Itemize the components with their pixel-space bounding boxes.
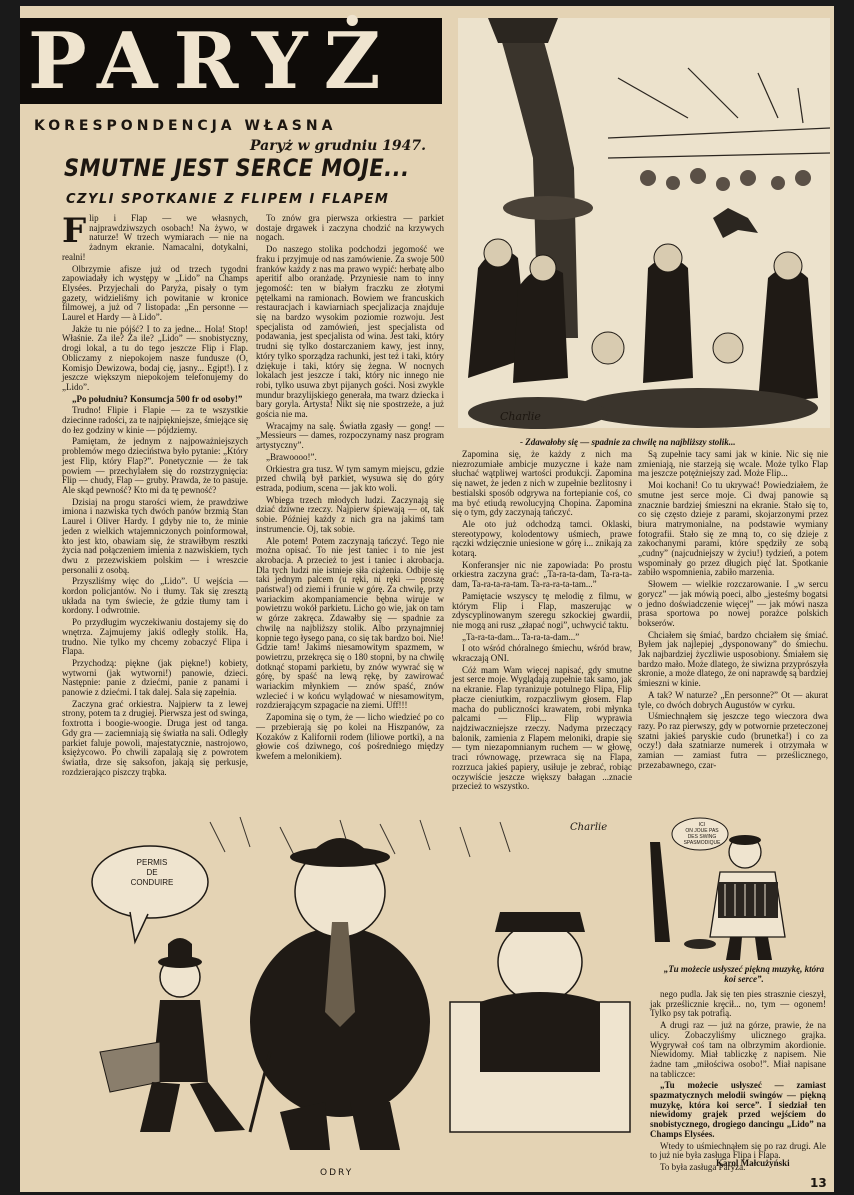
article-column-3 (452, 450, 632, 806)
article-paragraph: Jakże tu nie pójść? I to za jedne... Hola! Stop! Właśnie. Za ile? Za ile? „Lido” — snobistyczny, drogi lokal, a tu do tego jeszcze Flip i Flap. Obliczamy z niepokojem nasze fundusze (O, Komisjo Dewizowa, bodaj cię, jasny... Egipt!). I z jeszcze większym niepokojem telefonujemy do „Lido”. (62, 323, 248, 392)
article-paragraph: „Tu możecie usłyszeć — zamiast spazmatycznych melodii swingów — piękną muzykę, która koi serce”. I siedział ten niewidomy grajek przed wejściem do snobistycznego, drogiego dancingu „Lido” na Champs Elysées. (650, 1080, 826, 1139)
article-paragraph: „Brawoooo!”. (266, 451, 317, 462)
street-musician-caption: „Tu możecie usłyszeć piękną muzykę, która koi serce”. (663, 964, 825, 984)
article-paragraph: Zapomina się o tym, że — licho wiedzieć po co — przebierają się po kolei na Hiszpanów, za Kozaków z Kalifornii rodem (liliowe portki), a na głowie coś dziwnego, coś pośredniego między kwefem a melonikiem). (256, 712, 444, 761)
author-signature: Karol Małcużyński (716, 1158, 790, 1168)
article-column-1 (62, 211, 248, 808)
musician-sign: ICI ON JOUE PAS DES SWING SPASMODIQUE (683, 822, 721, 846)
page-number: 13 (810, 1176, 827, 1190)
article-paragraph: Zaczyna grać orkiestra. Najpierw ta z lewej strony, potem ta z drugiej. Pierwsza jest od swinga, foxtrotta i boogie-woogie. Druga jest od tanga. Gdy gra — zaciemniają się światła na sali. Odległy parkiet faluje powoli, majestatycznie, nastrojowo, księżycowo. Po chwili zapalają się z powrotem światła, drze się saksofon, jakają się perkusje, rozdzierająco piszczy trąbka. (62, 698, 248, 777)
magazine-page (20, 6, 834, 1192)
article-paragraph: „Ta-ra-ta-dam... Ta-ra-ta-dam...” (462, 631, 580, 642)
article-paragraph: Flip i Flap — we własnych, najprawdziwszych osobach! Na żywo, w naturze! W trzech wymiarach — nie na żadnym ekranie. Namacalni, dotykalni, realni! (62, 211, 248, 262)
article-paragraph: A drugi raz — już na górze, prawie, że na ulicy. Zobaczyliśmy ulicznego grajka. Wygrywał coś tam na olbrzymim akordionie. Niewidomy. Miał tabliczkę z napisem. Nie żadne tam „miłościwa osobo!”. Miał napisane na tabliczce: (650, 1020, 826, 1079)
article-paragraph: Są zupełnie tacy sami jak w kinie. Nic się nie zmieniają, nie starzeją się wcale. Może tylko Flap ma jeszcze potężniejszy zad. Może Flip... (638, 449, 828, 479)
article-paragraph: Cóż mam Wam więcej napisać, gdy smutne jest serce moje. Wyglądają zupełnie tak samo, jak na ekranie. Flap tyranizuje potulnego Flipa, Flip płacze cieniutkim, rozpaczliwym głosem. Flap macha do publiczności krawatem, robi młynka palcami — Flip... Flip wyprawia najdziwaczniejsze rzeczy. Nadyma przeczący balonik, zamienia z Flapem meloniki, drapie się — tym niezapomnianym ruchem — w głowę, traci równowagę, przewraca się na Flapa, rozrzuca jakieś papiery, usiłuje je zebrać, robiąc oczywiście jeszcze większy bałagan ...znacie przecież to wszystko. (452, 664, 632, 792)
article-paragraph: Orkiestra gra tusz. W tym samym miejscu, gdzie przed chwilą był parkiet, wysuwa się do góry estrada, podium, scena — jak kto woli. (256, 463, 444, 493)
article-dateline: Paryż w grudniu 1947. (250, 138, 427, 154)
article-paragraph: Ale oto już odchodzą tamci. Oklaski, stereotypowy, kolodentowy uśmiech, prawe rączki wdzięcznie uniesione w górę i... znikają za kotarą. (452, 518, 632, 559)
article-paragraph: Dzisiaj na progu starości wiem, że prawdziwe imiona i nazwiska tych dwóch panów brzmią Stan Laurel i Oliver Hardy. I gdyby nie to, że minie jeden z wielkich wtajemniczonych poinformował, kto jest kto, obawiam się, że strawiłbym resztki życia nad połączeniem imienia z nazwiskiem, tych dwu z przezwiskiem polskim — i wreszcie personalii z osobą. (62, 496, 248, 575)
article-paragraph: A tak? W naturze? „En personne?” Ot — akurat tyle, co dwóch dobrych Augustów w cyrku. (638, 689, 828, 710)
article-headline: SMUTNE JEST SERCE MOJE... (64, 154, 410, 182)
article-column-2 (256, 214, 444, 808)
article-paragraph: Zapomina się, że każdy z nich ma niezrozumiałe ambicje muzyczne i każe nam słuchać wątpliwej wartości produkcji. Zapomina się nawet, że jeden z nich w zupełnie bezlitosny i bestialski sposób odgrywa na fortepianie coś, co ma być etiudą rewolucyjną Chopina. Zapomina się o tym, gdy zaczynają tańczyć. (452, 449, 632, 518)
article-paragraph: Pamiętacie wszyscy tę melodię z filmu, w którym Flip i Flap, maszerując w zdyscyplinowanym szeregu szkockiej gwardii, nie mogą ani rusz „złapać nogi”, uchwycić taktu. (452, 590, 632, 630)
article-paragraph: Olbrzymie afisze już od trzech tygodni zapowiadały ich występy w „Lido” na Champs Elysées. Przyjechali do Paryża, pisały o tym gazety, widzieliśmy ich powitanie w kronice filmowej, a już od 7 listopada: „En personne — Laurel et Hardy — à Lido”. (62, 263, 248, 323)
article-paragraph: nego pudla. Jak się ten pies strasznie cieszył, jak prześlicznie kręcił... no, tym — ogonem! Tylko psy tak potrafią. (650, 989, 826, 1019)
article-paragraph: I oto wśród chóralnego śmiechu, wśród braw, wkraczają ONI. (452, 643, 632, 664)
article-paragraph: Chciałem się śmiać, bardzo chciałem się śmiać. Byłem jak najlepiej „dysponowany” do śmiechu. Jak najbardziej życzliwie usposobiony. Śmiałem się bardzo mało. Może dlatego, że siwizna przyprószyła skronie, a może dlatego, że oni naprawdę są bardziej śmieszni w kinie. (638, 629, 828, 689)
drop-cap: F (62, 211, 87, 251)
street-musician-illustration (640, 812, 830, 962)
article-paragraph: Uśmiechnąłem się jeszcze tego wieczora dwa razy. Po raz pierwszy, gdy w potwornie przeteczonej szatni jakieś paryskie cudo (brunetka!) i co za oczy!) dała szatniarze numerek i otrzymała w zamian — zamiast futra — prześlicznego, przezabawnego, czar- (638, 711, 828, 770)
street-musician-drawing (640, 812, 830, 962)
illustration-signature: Charlie (500, 410, 541, 423)
article-subheadline: CZYLI SPOTKANIE Z FLIPEM I FLAPEM (66, 192, 390, 207)
article-paragraph: Przyszliśmy więc do „Lido”. U wejścia — kordon policjantów. No i tłumy. Tak się zresztą układa na tym świecie, że gdzie tłumy tam i kordony. I odwrotnie. (62, 576, 248, 616)
article-kicker: KORESPONDENCJA WŁASNA (34, 118, 337, 134)
article-paragraph: Trudno! Flipie i Flapie — za te wszystkie dziecinne radości, za te najpiękniejsze, śmiejące się do łez godziny w kinie — pójdziemy. (62, 405, 248, 435)
article-paragraph: Po przydługim wyczekiwaniu dostajemy się do wnętrza. Zajmujemy jakiś odległy stolik. Ha, trudno. Nie tylko my chcemy zobaczyć Flipa i Flapa. (62, 617, 248, 657)
magazine-footer-label: ODRY (320, 1168, 354, 1178)
article-paragraph: To znów gra pierwsza orkiestra — parkiet dostaje drgawek i zaczyna chodzić na krzywych nogach. (256, 213, 444, 243)
nightclub-illustration (458, 18, 830, 428)
laurel-hardy-illustration (40, 812, 636, 1152)
article-paragraph: Do naszego stolika podchodzi jegomość we fraku i przyjmuje od nas zamówienie. Za swoje 500 franków każdy z nas ma prawo wypić: herbatę albo aperitif albo oranżadę. Przyniesie nam to inny jegomość: ten w białym fraczku ze złotymi pętelkami na ramionach. Bowiem we francuskich restauracjach i kawiarniach specjalizacja znajduje się na bardzo wysokim poziomie rozwoju. Jest specjalista od zamówień, jest specjalista od podawania, jest specjalista od wina. Jest taki, który trudni się tylko dostarczaniem kawy, jest inny, który tylko sporządza rachunki, jest też i taki, który dziękuje i taki, który się żegna. W nocnych lokalach jest jeszcze i taki, który nic innego nie robi, tylko usuwa zbyt pijanych gości. Nosi zwykle mundur brazylijskiego generała, ma twarz dziecka i bary goryla. Artysta! Nikt się nie spostrzeże, a już gościa nie ma. (256, 244, 444, 420)
article-paragraph: Wbiega trzech młodych ludzi. Zaczynają się dziać dziwne rzeczy. Najpierw śpiewają — ot, tak sobie. Później każdy z nich gra na jakimś tam instrumencie. Oj, tak sobie. (256, 494, 444, 534)
article-paragraph: Wtedy to uśmiechnąłem się po raz drugi. Ale to już nie była zasługa Flipa i Flapa. (650, 1140, 826, 1161)
article-paragraph: Konferansjer nic nie zapowiada: Po prostu orkiestra zaczyna grać: „Ta-ra-ta-dam, Ta-ra-ta-dam, Ta-ra-ta-ra-tam. Ta-ra-ra-ta-tam...” (452, 559, 632, 590)
permis-sign: PERMIS DE CONDUIRE (130, 858, 174, 887)
illustration-signature: Charlie (570, 822, 608, 833)
nightclub-drawing (458, 18, 830, 428)
masthead (20, 16, 442, 107)
article-paragraph: Wracajmy na salę. Światła zgasły — gong! — „Messieurs — dames, rozpoczynamy nasz program artystyczny”. (256, 420, 444, 451)
article-paragraph: To była zasługa Paryża. (660, 1161, 746, 1172)
masthead-title: PARYŻ (28, 16, 397, 107)
article-paragraph: Słowem — wielkie rozczarowanie. I „w sercu gorycz” — jak mówią poeci, albo „jesteśmy bogatsi o jedno doświadczenie więcej” — jak mówi nasza prasa sportowa po nowej porażce polskich bokserów. (638, 579, 828, 628)
article-paragraph: Moi kochani! Co tu ukrywać! Powiedziałem, że smutne jest serce moje. Ci dwaj panowie są znacznie bardziej śmieszni na ekranie. Stało się to, co się często dzieje z parami, skojarzonymi przez biura matrymonialne, na podstawie wymiany fotografii. Stało się ze mną to, co się dzieje z zakochanymi parami, które spędziły ze sobą „cudny” (najcudniejszy w życiu!) tydzień, a potem wspominały go przez długich pięć lat. Spotkanie zabiło wspomnienia, zabiło marzenia. (638, 480, 828, 578)
article-paragraph: Przychodzą: piękne (jak piękne!) kobiety, wytworni (jak wytworni!) panowie, dzieci. Następnie: panie z dziećmi, panie z panami i panowie z dziećmi. I tak dalej. Sala się zapełnia. (62, 657, 248, 698)
article-paragraph: Ale potem! Potem zaczynają tańczyć. Tego nie można opisać. To nie jest taniec i to nie jest akrobacja. A przecież to jest i taniec i akrobacja. Dla tych ludzi nie istnieje siła ciążenia. Odbije się taki jednym palcem (u ręki, ni ręki — proszę państwa!) od ziemi i frunie w górę. Za chwilę, przy wariackim akompaniamencie bębna wiruje w powietrzu wokół parkietu. Licho go wie, jak on tam w górze zakręca. Zdawałby się — spadnie za chwilę na najbliższy stolik. Albo przynajmniej kopnie tego łysego pana, co się tak bardzo boi. Nie! Gdzie tam! Jakimś niesamowitym spazmem, w powietrzu, przekręca się o 180 stopni, by na chwilę dotknąć stopami parkietu, by znów wywrać się w górę, by spaść na lewą rękę, by zawirować wariackim młynkiem — znów spaść, znów wzlecieć i w końcu wylądować w niesamowitym, rozdzierającym szpagacie na ziemi. Uff!!! (256, 535, 444, 711)
article-paragraph: „Po południu? Konsumcja 500 fr od osoby!” (72, 393, 243, 404)
article-paragraph: Pamiętam, że jednym z najpoważniejszych problemów mego dzieciństwa było pytanie: „Który jest Flip, który Flap?”. Ponetycznie — że tak powiem — przechylałem się do rozstrzygnięcia: Flip — chudy, Flap — gruby. Prawda, że to pasuje. Ale skąd pewność? Kto mi da tę pewność? (62, 436, 248, 495)
article-column-4 (638, 450, 828, 806)
top-illustration-caption: - Zdawałoby się — spadnie za chwilę na najbliższy stolik... (520, 437, 736, 447)
